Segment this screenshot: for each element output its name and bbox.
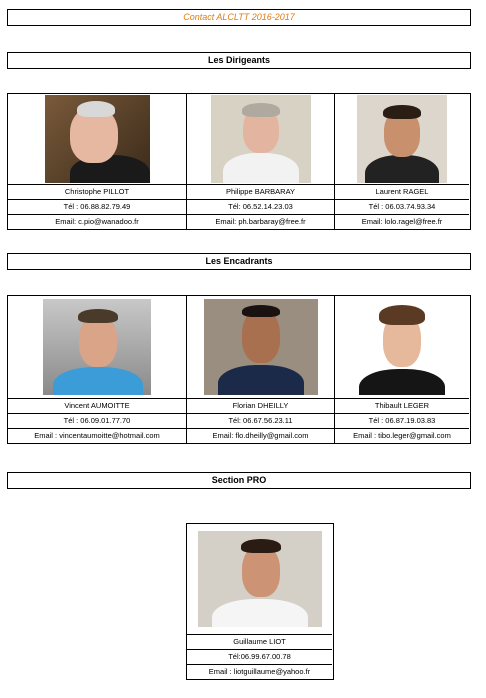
person-card [8, 94, 187, 229]
person-card [187, 524, 332, 679]
person-photo [357, 95, 447, 183]
person-email: Email: flo.dheilly@gmail.com [212, 431, 309, 440]
person-email: Email: c.pio@wanadoo.fr [55, 217, 139, 226]
person-name: Florian DHEILLY [187, 399, 334, 414]
encadrants-table [7, 295, 471, 444]
person-card [335, 94, 469, 229]
person-name: Guillaume LIOT [187, 635, 332, 650]
person-email: Email : tibo.leger@gmail.com [353, 431, 451, 440]
person-card [187, 94, 335, 229]
person-email: Email : vincentaumoitte@hotmail.com [34, 431, 160, 440]
person-photo [211, 95, 311, 183]
section-heading-encadrants: Les Encadrants [7, 253, 471, 270]
person-name: Christophe PILLOT [8, 185, 186, 200]
person-email: Email: lolo.ragel@free.fr [361, 217, 443, 226]
person-photo [204, 299, 318, 395]
person-email: Email : liotguillaume@yahoo.fr [208, 667, 311, 676]
person-phone: Tél:06.99.67.00.78 [187, 650, 332, 665]
section-heading-pro: Section PRO [7, 472, 471, 489]
person-card [187, 296, 335, 443]
person-name: Vincent AUMOITTE [8, 399, 186, 414]
person-photo [198, 531, 322, 627]
person-phone: Tél : 06.88.82.79.49 [8, 200, 186, 215]
person-card [335, 296, 469, 443]
person-photo [349, 299, 455, 395]
person-phone: Tél : 06.03.74.93.34 [335, 200, 469, 215]
person-name: Laurent RAGEL [335, 185, 469, 200]
person-name: Philippe BARBARAY [187, 185, 334, 200]
person-phone: Tél: 06.52.14.23.03 [187, 200, 334, 215]
person-photo [45, 95, 150, 183]
person-photo [43, 299, 151, 395]
dirigeants-table [7, 93, 471, 230]
page-title: Contact ALCLTT 2016-2017 [7, 9, 471, 26]
person-name: Thibault LEGER [335, 399, 469, 414]
person-phone: Tél : 06.87.19.03.83 [335, 414, 469, 429]
person-card [8, 296, 187, 443]
person-phone: Tél: 06.67.56.23.11 [187, 414, 334, 429]
pro-table [186, 523, 334, 680]
section-heading-dirigeants: Les Dirigeants [7, 52, 471, 69]
person-phone: Tél : 06.09.01.77.70 [8, 414, 186, 429]
person-email: Email: ph.barbaray@free.fr [215, 217, 306, 226]
